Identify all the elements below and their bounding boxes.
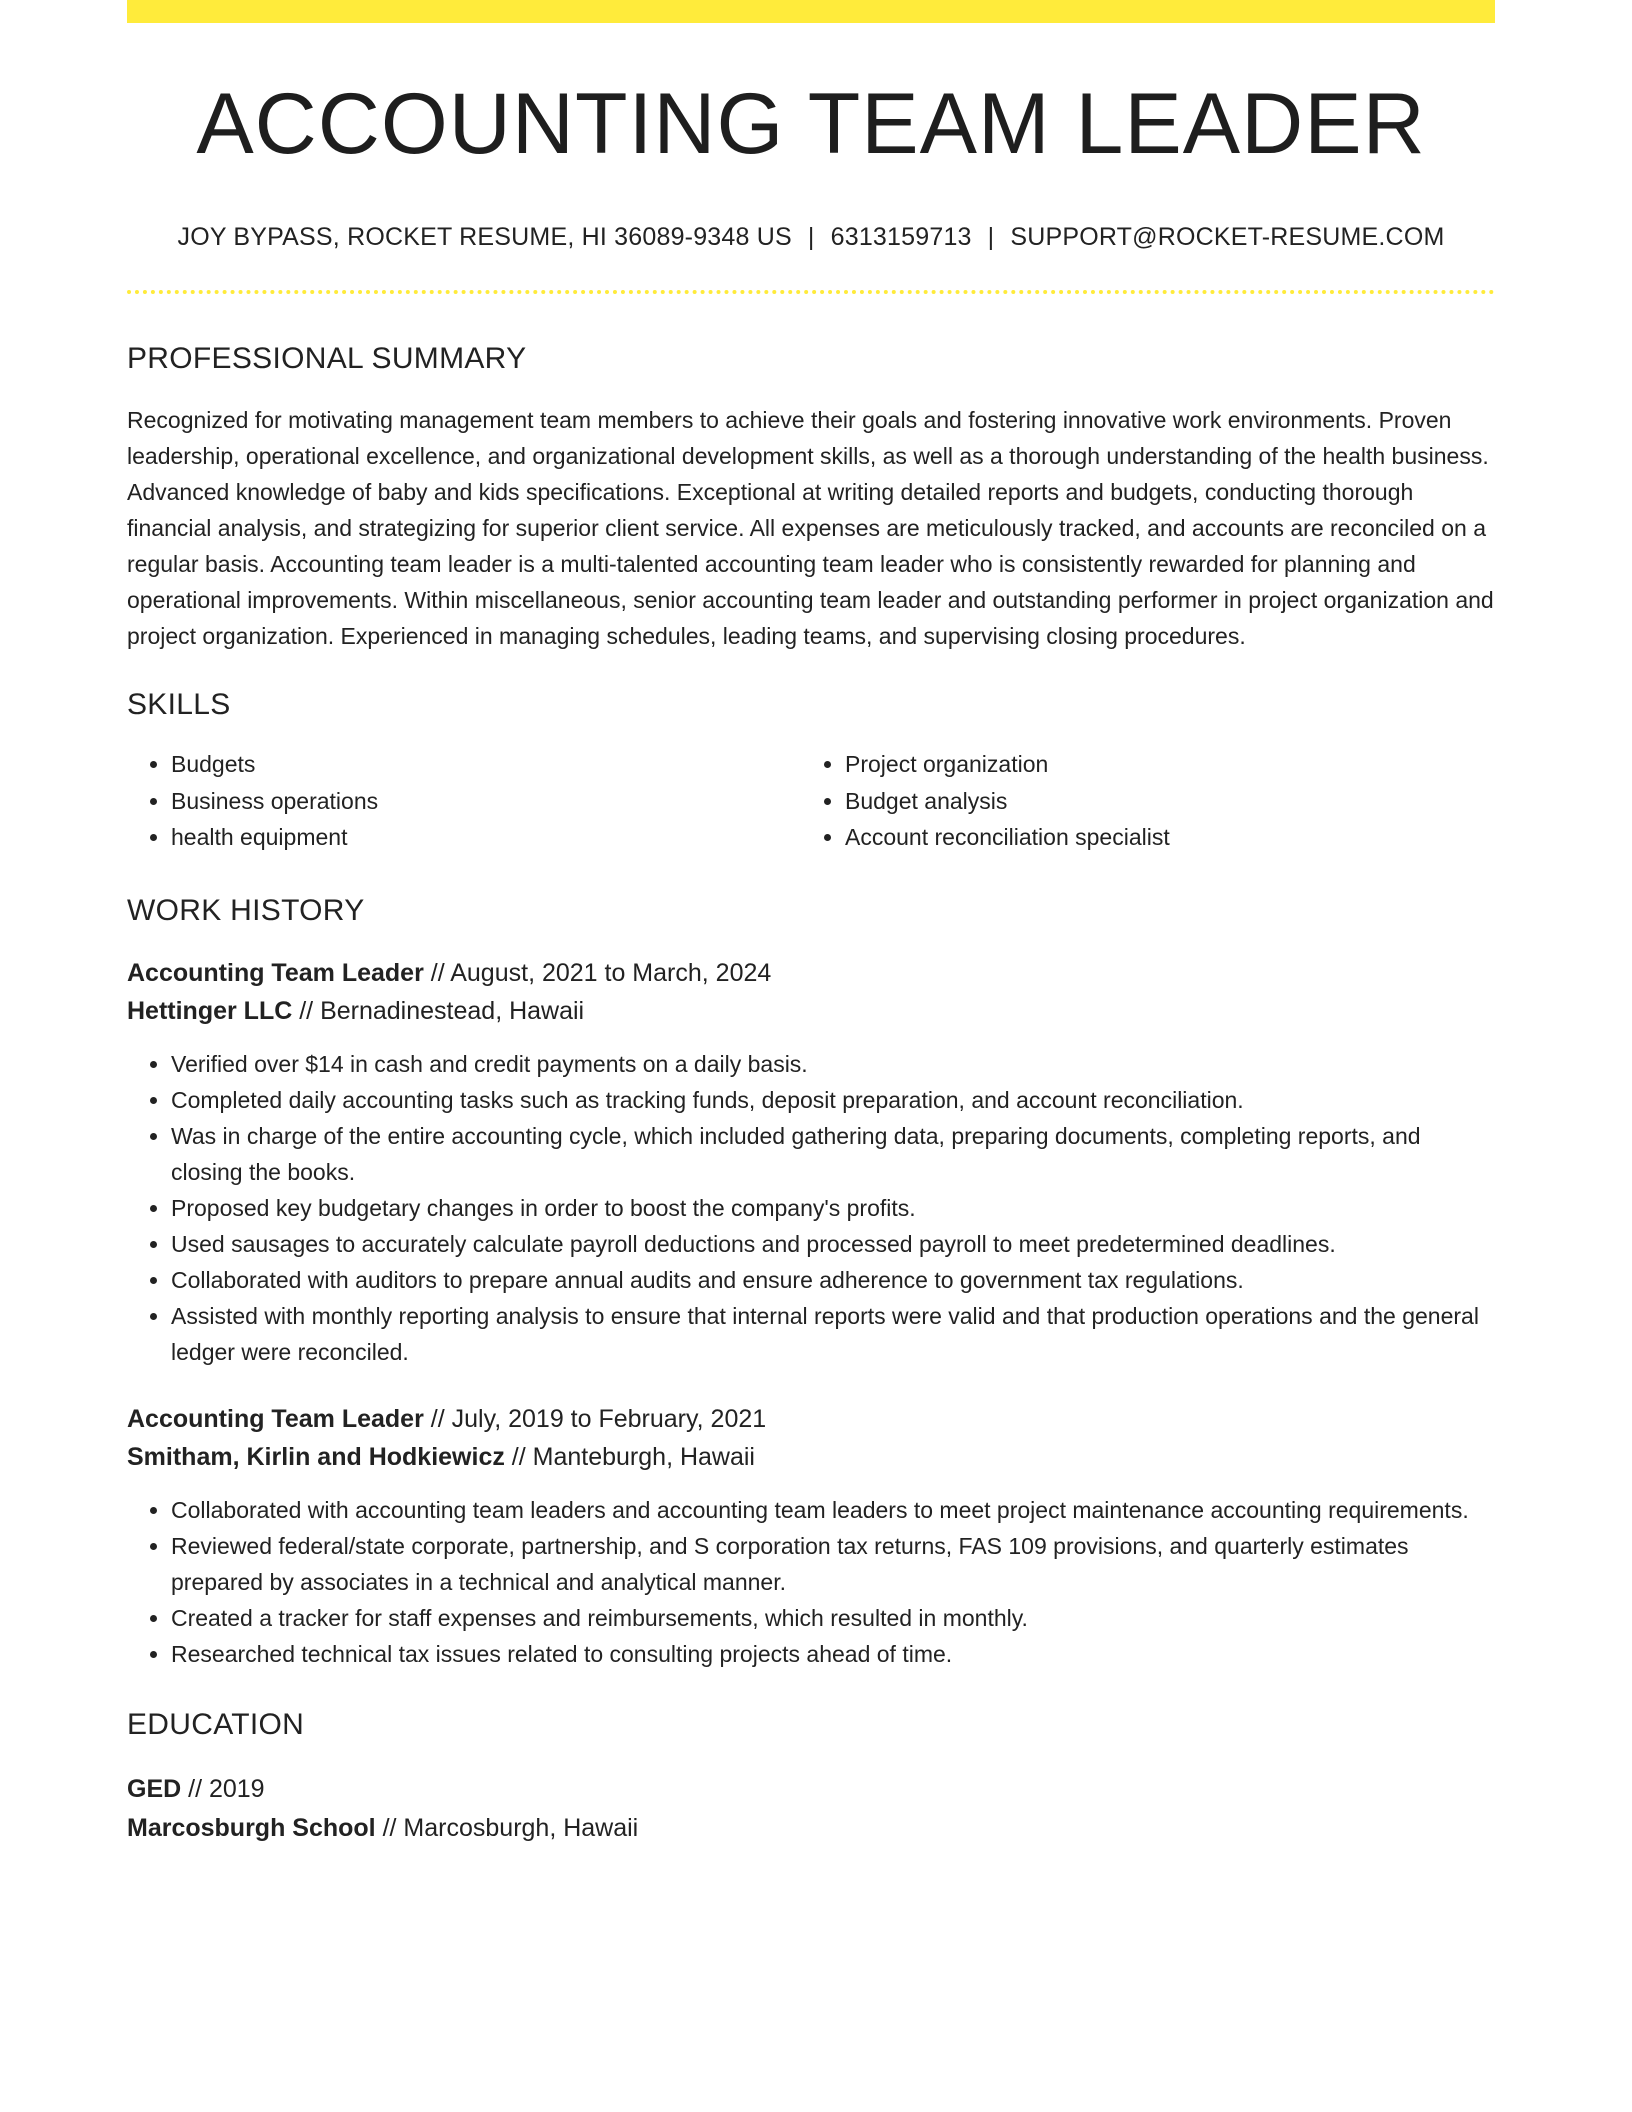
job-dates: // August, 2021 to March, 2024 — [423, 958, 772, 987]
job-bullet: • Collaborated with auditors to prepare annual audits and ensure adherence to government tax regulations. — [171, 1262, 1495, 1298]
job-bullets — [127, 1492, 1495, 1672]
contact-line — [127, 225, 1495, 250]
dotted-divider — [127, 290, 1495, 294]
education-entry — [127, 1770, 1495, 1848]
job-bullet: • Collaborated with accounting team leaders and accounting team leaders to meet project maintenance accounting requirements. — [171, 1492, 1495, 1528]
job-bullets — [127, 1046, 1495, 1370]
skills-column-right — [801, 746, 1475, 856]
education-degree: GED — [127, 1774, 182, 1803]
job-bullet: • Was in charge of the entire accounting cycle, which included gathering data, preparing documents, completing reports, and closing the books. — [171, 1118, 1495, 1190]
education-school-line — [127, 1809, 1495, 1848]
education-location: // Marcosburgh, Hawaii — [375, 1813, 639, 1842]
skill-item: • Budget analysis — [845, 783, 1475, 820]
job-location: // Bernadinestead, Hawaii — [292, 996, 585, 1025]
education-heading: EDUCATION — [127, 1707, 305, 1741]
job-company-line — [127, 992, 1495, 1030]
skill-item: • Account reconciliation specialist — [845, 819, 1475, 856]
summary-heading: PROFESSIONAL SUMMARY — [127, 342, 527, 375]
skills-column-left — [127, 746, 801, 856]
job-bullet: • Verified over $14 in cash and credit payments on a daily basis. — [171, 1046, 1495, 1082]
contact-address: JOY BYPASS, ROCKET RESUME, HI 36089-9348 US — [177, 223, 792, 251]
job-bullet: • Researched technical tax issues related to consulting projects ahead of time. — [171, 1636, 1495, 1672]
contact-phone: 6313159713 — [830, 223, 972, 251]
skill-item: • health equipment — [171, 819, 801, 856]
work-history-heading: WORK HISTORY — [127, 893, 365, 927]
job-bullet: • Used sausages to accurately calculate payroll deductions and processed payroll to meet predetermined deadlines. — [171, 1226, 1495, 1262]
job-bullet: • Proposed key budgetary changes in order to boost the company's profits. — [171, 1190, 1495, 1226]
contact-separator: | — [987, 223, 995, 251]
job-bullet: • Created a tracker for staff expenses and reimbursements, which resulted in monthly. — [171, 1600, 1495, 1636]
job-bullet: • Assisted with monthly reporting analysis to ensure that internal reports were valid and that production operations and the general ledger were reconciled. — [171, 1298, 1495, 1370]
education-year: // 2019 — [181, 1774, 265, 1803]
resume-title: ACCOUNTING TEAM LEADER — [196, 76, 1426, 172]
summary-text: Recognized for motivating management team members to achieve their goals and fostering innovative work environments. Proven leadership, operational excellence, and organizational development skills, as well as a thorough understanding of the health business. Advanced knowledge of baby and kids specifications. Exceptional at writing detailed reports and budgets, conducting thorough financial analysis, and strategizing for superior client service. All expenses are meticulously tracked, and accounts are reconciled on a regular basis. Accounting team leader is a multi-talented accounting team leader who is consistently rewarded for planning and operational improvements. Within miscellaneous, senior accounting team leader and outstanding performer in project organization and project organization. Experienced in managing schedules, leading teams, and supervising closing procedures. — [127, 407, 1494, 649]
education-school: Marcosburgh School — [127, 1813, 376, 1842]
skill-item: • Budgets — [171, 746, 801, 783]
job-title: Accounting Team Leader — [127, 1404, 424, 1433]
job-title-line — [127, 1400, 1495, 1438]
job-title: Accounting Team Leader — [127, 958, 424, 987]
contact-email: SUPPORT@ROCKET-RESUME.COM — [1010, 223, 1445, 251]
job-title-line — [127, 954, 1495, 992]
job-company: Smitham, Kirlin and Hodkiewicz — [127, 1442, 505, 1471]
job-bullet: • Reviewed federal/state corporate, partnership, and S corporation tax returns, FAS 109 provisions, and quarterly estimates prepared by associates in a technical and analytical manner. — [171, 1528, 1495, 1600]
top-accent-bar — [127, 0, 1495, 23]
job-bullet: • Completed daily accounting tasks such as tracking funds, deposit preparation, and account reconciliation. — [171, 1082, 1495, 1118]
contact-separator: | — [807, 223, 815, 251]
skills-list — [127, 746, 1495, 856]
skills-heading: SKILLS — [127, 688, 231, 721]
job-dates: // July, 2019 to February, 2021 — [423, 1404, 767, 1433]
job-entry — [127, 954, 1495, 1370]
skill-item: • Project organization — [845, 746, 1475, 783]
job-company: Hettinger LLC — [127, 996, 293, 1025]
job-company-line — [127, 1438, 1495, 1476]
education-degree-line — [127, 1770, 1495, 1809]
job-entry — [127, 1400, 1495, 1672]
job-location: // Manteburgh, Hawaii — [504, 1442, 755, 1471]
skill-item: • Business operations — [171, 783, 801, 820]
resume-page — [127, 0, 1495, 1848]
